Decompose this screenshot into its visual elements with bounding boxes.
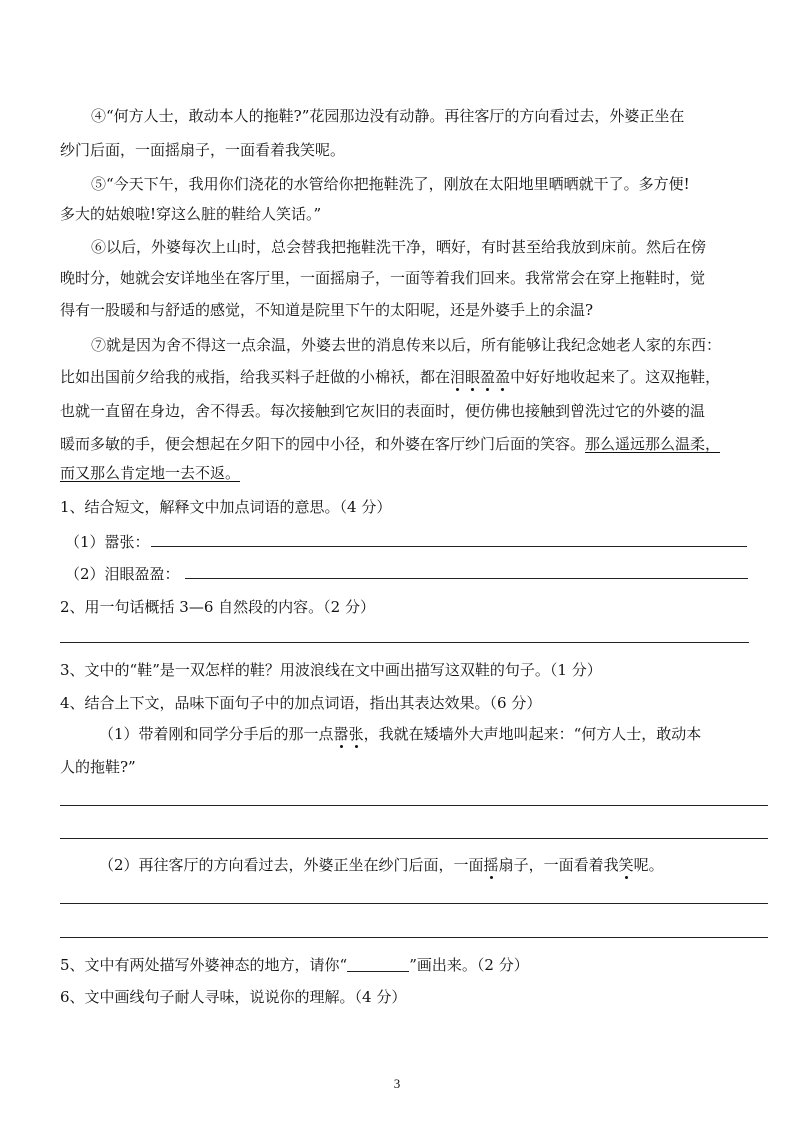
question-6: 6、文中画线句子耐人寻味，说说你的理解。（4 分） [60, 988, 407, 1006]
passage-p7-line1: ⑦就是因为舍不得这一点余温，外婆去世的消息传来以后，所有能够让我纪念她老人家的东西： [91, 336, 722, 354]
question-4: 4、结合上下文，品味下面句子中的加点词语，指出其表达效果。（6 分） [60, 694, 542, 712]
fill-blank[interactable] [347, 957, 409, 972]
question-4-1-end: ，我就在矮墙外大声地叫起来：“何方人士，敢动本 [363, 725, 702, 743]
passage-p7-line3: 也就一直留在身边，舍不得丢。每次接触到它灰旧的表面时，便仿佛也接触到曾洗过它的外婆的温 [60, 402, 706, 420]
passage-p6-line3: 得有一股暖和与舒适的感觉，不知道是院里下午的太阳呢，还是外婆手上的余温? [60, 301, 594, 319]
question-1: 1、结合短文，解释文中加点词语的意思。（4 分） [60, 498, 392, 516]
question-4-2-mid: 扇子，一面看着我 [498, 856, 619, 874]
answer-line[interactable] [60, 642, 749, 643]
question-1-2-label: （2）泪眼盈盈： [65, 565, 180, 583]
dotted-char: 摇 [483, 856, 499, 874]
underlined-sentence-end: 而又那么肯定地一去不返。 [60, 464, 241, 482]
dotted-char: 眼 [465, 368, 481, 386]
passage-p7-line2 [60, 367, 772, 387]
dotted-char: 盈 [480, 368, 496, 386]
passage-p7-line4-start: 暖而多敏的手，便会想起在夕阳下的园中小径，和外婆在客厅纱门后面的笑容。 [60, 435, 586, 453]
passage-p5-line2: 多大的姑娘啦!穿这么脏的鞋给人笑话。” [60, 205, 322, 223]
question-4-1-line2: 人的拖鞋?” [60, 758, 136, 776]
question-4-2-end: 呢。 [633, 856, 664, 874]
question-5 [60, 955, 772, 975]
passage-p7-line2-end: 中好好地收起来了。这双拖鞋， [510, 368, 721, 386]
answer-line[interactable] [60, 805, 768, 806]
question-4-2-start: （2）再往客厅的方向看过去，外婆正坐在纱门后面，一面 [99, 856, 484, 874]
passage-p4-line1: ④“何方人士，敢动本人的拖鞋?”花园那边没有动静。再往客厅的方向看过去，外婆正坐在 [91, 107, 685, 125]
dotted-char: 盈 [495, 368, 511, 386]
question-4-2 [99, 855, 794, 875]
question-3: 3、文中的“鞋”是一双怎样的鞋？用波浪线在文中画出描写这双鞋的句子。（1 分） [60, 661, 602, 679]
answer-line[interactable] [60, 937, 768, 938]
underlined-sentence: 那么遥远那么温柔， [585, 435, 721, 453]
passage-p5-line1: ⑤“今天下午，我用你们浇花的水管给你把拖鞋洗了，刚放在太阳地里晒晒就干了。多方便! [91, 175, 690, 193]
question-5-start: 5、文中有两处描写外婆神态的地方，请你“ [60, 956, 348, 974]
passage-p4-line2: 纱门后面，一面摇扇子，一面看着我笑呢。 [60, 141, 346, 159]
answer-line[interactable] [151, 546, 747, 547]
page-number: 3 [393, 1076, 401, 1091]
answer-line[interactable] [60, 838, 768, 839]
dotted-char: 笑 [618, 856, 634, 874]
answer-line[interactable] [185, 578, 748, 579]
passage-p6-line2: 晚时分，她就会安详地坐在客厅里，一面摇扇子，一面等着我们回来。我常常会在穿上拖鞋时，觉 [60, 269, 706, 287]
question-2: 2、用一句话概括 3—6 自然段的内容。（2 分） [60, 598, 375, 616]
dotted-char: 泪 [450, 368, 466, 386]
question-4-1-line1 [99, 724, 794, 744]
passage-p6-line1: ⑥以后，外婆每次上山时，总会替我把拖鞋洗干净，晒好，有时甚至给我放到床前。然后在傍 [91, 238, 707, 256]
passage-p7-line4 [60, 434, 772, 454]
passage-p7-line2-start: 比如出国前夕给我的戒指，给我买料子赶做的小棉袄，都在 [60, 368, 451, 386]
dotted-char: 张 [348, 725, 364, 743]
question-5-end: ”画出来。（2 分） [409, 956, 529, 974]
question-4-1-start: （1）带着刚和同学分手后的那一点 [99, 725, 334, 743]
answer-line[interactable] [60, 903, 768, 904]
question-1-1-label: （1）嚣张： [65, 533, 150, 551]
dotted-char: 嚣 [333, 725, 349, 743]
passage-p7-line5 [60, 463, 772, 483]
